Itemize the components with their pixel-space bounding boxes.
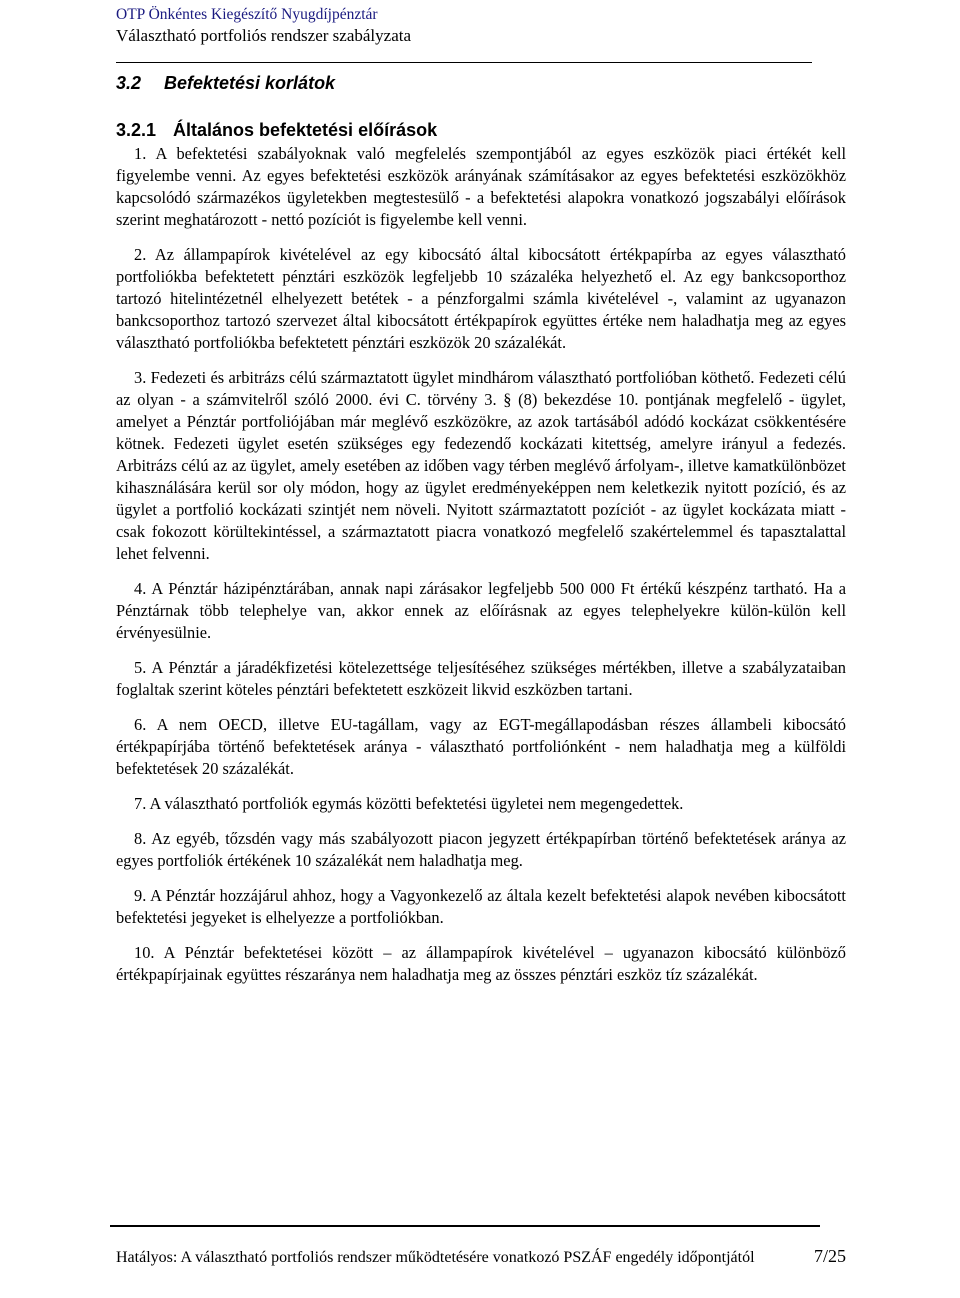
paragraph-4: 4. A Pénztár házipénztárában, annak napi zárásakor legfeljebb 500 000 Ft értékű készpénz tartható. Ha a Pénztárnak több telephelye van, akkor ennek az előírásnak az egyes telephelyekre külön-külön kell érvényesülnie. xyxy=(116,579,846,642)
paragraph-1: 1. A befektetési szabályoknak való megfelelés szempontjából az egyes eszközök piaci értékét kell figyelembe venni. Az egyes befektetési eszközök arányának számításakor az egyes befektetési eszközökhöz kapcsolódó származékos ügyletekben megtestesülő - a befektetési alapokra vonatkozó jogszabályi előírások szerint meghatározott - nettó pozíciót is figyelembe kell venni. xyxy=(116,144,846,229)
section-title: Befektetési korlátok xyxy=(164,73,336,93)
footer-divider xyxy=(110,1225,820,1227)
section-heading xyxy=(116,73,335,93)
paragraph-6: 6. A nem OECD, illetve EU-tagállam, vagy az EGT-megállapodásban részes állambeli kibocsátó értékpapírjába történő befektetések aránya - választható portfoliónként - nem haladhatja meg a külföldi befektetések 20 százalékát. xyxy=(116,715,846,778)
header-document-title: Választható portfoliós rendszer szabályzata xyxy=(116,26,412,45)
footer-effective-text: Hatályos: A választható portfoliós rendszer működtetésére vonatkozó PSZÁF engedély időpontjától xyxy=(116,1249,755,1266)
paragraph-9: 9. A Pénztár hozzájárul ahhoz, hogy a Vagyonkezelő az általa kezelt befektetési alapok nevében kibocsátott befektetési jegyeket is elhelyezze a portfoliókban. xyxy=(116,886,846,927)
subsection-title: Általános befektetési előírások xyxy=(173,120,438,140)
page-header xyxy=(116,6,812,46)
subsection-number: 3.2.1 xyxy=(116,120,157,140)
section-number: 3.2 xyxy=(116,73,142,93)
page-number: 7/25 xyxy=(813,1246,846,1266)
paragraph-2: 2. Az állampapírok kivételével az egy kibocsátó által kibocsátott értékpapírba az egyes választható portfoliókba befektetett pénztári eszközök legfeljebb 10 százaléka helyezhető el. Az egy bankcsoporthoz tartozó hitelintézetnél elhelyezett betétek - a pénzforgalmi számla kivételével -, valamint az ugyanazon bankcsoporthoz tartozó szervezet által kibocsátott értékpapírok együttes értéke nem haladhatja meg az egyes választható portfoliókba befektetett pénztári eszközök 20 százalékát. xyxy=(116,245,846,352)
paragraph-5: 5. A Pénztár a járadékfizetési kötelezettsége teljesítéséhez szükséges mértékben, illetve a szabályzataiban foglaltak szerint köteles pénztári befektetett eszközeit likvid eszközben tartani. xyxy=(116,658,846,699)
paragraph-3: 3. Fedezeti és arbitrázs célú származtatott ügylet mindhárom választható portfolióban köthető. Fedezeti célú az olyan - a számvitelről szóló 2000. évi C. törvény 3. § (8) bekezdése 10. pontjának megfelelő - ügylet, amelyet a Pénztár portfoliójában már meglévő eszközökre, az azok tartásából adódó kockázat csökkentésére kötnek. Fedezeti ügylet esetén szükséges egy fedezendő kockázati kitettség, amelyre irányul a fedezés. Arbitrázs célú az az ügylet, amely esetében az időben vagy térben meglévő árfolyam-, illetve kamatkülönbözet kihasználására kerül sor oly módon, hogy az ügylet eredményeképpen nem keletkezik nyitott pozíció, és az ügylet a portfolió kockázati szintjét nem növeli. Nyitott származtatott pozíciót - az ügylet kockázata miatt - csak fokozott körültekintéssel, a származtatott piacra vonatkozó megfelelő szakértelemmel és tapasztalattal lehet felvenni. xyxy=(116,368,846,563)
header-organization: OTP Önkéntes Kiegészítő Nyugdíjpénztár xyxy=(116,6,378,23)
paragraph-7: 7. A választható portfoliók egymás közötti befektetési ügyletei nem megengedettek. xyxy=(134,794,684,813)
document-body xyxy=(116,143,846,999)
header-divider xyxy=(116,62,812,63)
paragraph-10: 10. A Pénztár befektetései között – az állampapírok kivételével – ugyanazon kibocsátó különböző értékpapírjainak együttes részaránya nem haladhatja meg az összes pénztári eszköz tíz százalékát. xyxy=(116,943,846,984)
subsection-heading xyxy=(116,120,437,140)
paragraph-8: 8. Az egyéb, tőzsdén vagy más szabályozott piacon jegyzett értékpapírban történő befektetések aránya az egyes portfoliók értékének 10 százalékát nem haladhatja meg. xyxy=(116,829,846,870)
